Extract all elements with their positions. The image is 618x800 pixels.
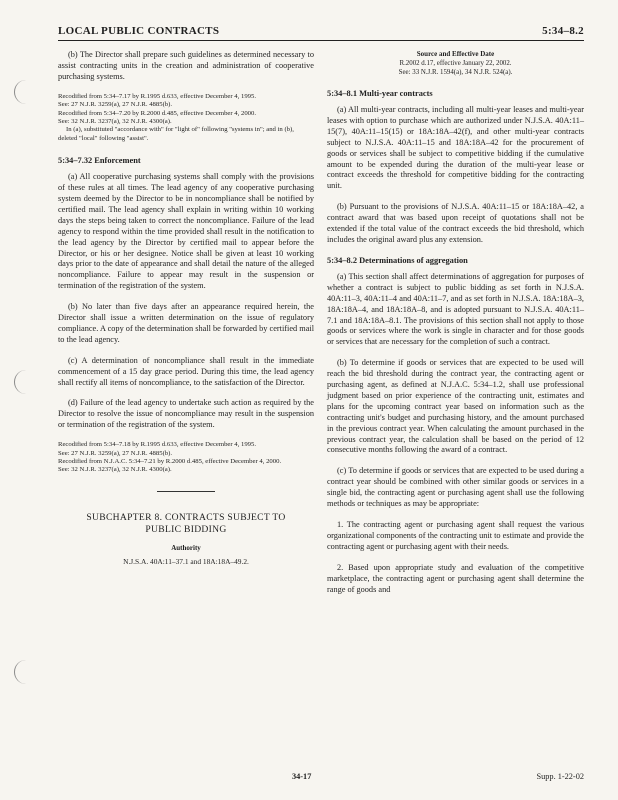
list-item: 2. Based upon appropriate study and evaluation of the competitive marketplace, the contracting agent or purchasing agent shall determine the range of goods and <box>327 562 584 594</box>
history-note: Recodified from 5:34–7.17 by R.1995 d.633, effective December 4, 1995. <box>58 92 257 100</box>
source-line: See: 33 N.J.R. 1594(a), 34 N.J.R. 524(a). <box>398 68 513 76</box>
history-note: See: 32 N.J.R. 3237(a), 32 N.J.R. 4300(a). <box>58 117 172 125</box>
paragraph: (b) No later than five days after an appearance required herein, the Director shall issue a written determination on the issue of regulatory compliance. A copy of the determination shall be forwarded by certified mail to the lead agency. <box>58 302 314 344</box>
source-heading: Source and Effective Date <box>416 50 495 58</box>
amendment-note: In (a), substituted "accordance with" for "light of" following "systems in"; and in (b), deleted "local" following "assist". <box>58 126 294 142</box>
binding-hole-mark <box>14 370 27 394</box>
history-note: Recodified from 5:34–7.20 by R.2000 d.485, effective December 4, 2000. <box>58 109 257 117</box>
paragraph: (c) To determine if goods or services that are expected to be used during a contract year should be combined with other similar goods or services in a single bid, the contracting agent or purchasing agent shall use the following methods or techniques as may be appropriate: <box>327 466 584 509</box>
subchapter-title-line1: SUBCHAPTER 8. CONTRACTS SUBJECT TO <box>86 511 286 523</box>
paragraph: (b) The Director shall prepare such guidelines as determined necessary to assist contracting units in the creation and administration of cooperative purchasing systems. <box>58 50 314 81</box>
paragraph: (a) All multi-year contracts, including all multi-year leases and multi-year leases with option to purchase which are authorized under N.J.S.A. 40A:11–15(7), 40A:11–15(15) or 18A:18A–42(f), and other multi-year contracts subject to N.J.S.A. 40A:11–15 and 18A:18A–42 for the procurement of goods or services shall be subject to competitive bidding if the cumulative amount to be expended during the duration of the multi-year lease or contract exceeds the threshold for competitive bidding for the contracting unit. <box>327 105 584 191</box>
section-heading: 5:34–7.32 Enforcement <box>58 156 141 166</box>
supplement-date: Supp. 1-22-02 <box>536 772 584 781</box>
header-section-number: 5:34–8.2 <box>542 25 584 37</box>
paragraph: (b) To determine if goods or services that are expected to be used will reach the bid threshold during the contract year, the contracting agent or purchasing agent, as defined at N.J.A.C. 5:34–1.2, shall use professional judgment based on prior experience of the contracting unit, estimates and plans for the upcoming contract year based on information such as the contracting unit's budget and purchasing history, and the amount purchased in the previous contract year. When calculating the amount purchased in the previous contract year, the calculation shall be based on the period of 12 consecutive months following the award of a contract. <box>327 358 584 455</box>
binding-hole-mark <box>14 80 27 104</box>
paragraph: (a) This section shall affect determinations of aggregation for purposes of whether a contract is subject to public bidding as set forth in N.J.S.A. 40A:11–3, 40A:11–4 and 40A:11–7, and as set forth in N.J.S.A. 18A:18A–3, 18A:18A–4, and 18A:18A–8, and is adopted pursuant to N.J.S.A. 40A:11–7.1 and 18A:18A–8.1. The provisions of this section shall not apply to those goods or services where the work is single in character and for those goods or services that are necessary for the completion of such a contract. <box>327 271 584 347</box>
header-rule <box>58 40 584 41</box>
history-note: See: 27 N.J.R. 3259(a), 27 N.J.R. 4885(b). <box>58 449 173 457</box>
section-heading: 5:34–8.1 Multi-year contracts <box>327 89 433 98</box>
history-note: Recodified from 5:34–7.18 by R.1995 d.633, effective December 4, 1995. <box>58 441 257 449</box>
right-column <box>327 50 584 605</box>
section-heading: 5:34–8.2 Determinations of aggregation <box>327 255 468 265</box>
header-title: LOCAL PUBLIC CONTRACTS <box>58 25 220 37</box>
section-divider <box>157 491 215 492</box>
left-column <box>58 50 314 566</box>
paragraph: (a) All cooperative purchasing systems shall comply with the provisions of these rules at all times. The lead agency of any cooperative purchasing system deemed by the Director to be in noncompliance shall be notified by certified mail. The lead agency shall explain in writing within 10 working days the steps being taken to correct the noncompliance. Failure of the lead agency to respond within the time provided shall result in the notification to the lead agency by the Director by certified mail to appear before the Director, or his or her designee. Notice shall be given at least 10 working days prior to the date of appearance and shall detail the nature of the alleged noncompliance. Failure to appear may result in the suspension or termination of the registration of the system. <box>58 172 314 291</box>
subchapter-title <box>58 512 314 536</box>
authority-text: N.J.S.A. 40A:11–37.1 and 18A:18A–49.2. <box>123 556 249 566</box>
paragraph: (d) Failure of the lead agency to undertake such action as required by the Director to resolve the issue of noncompliance may result in the suspension or termination of the registration of the system. <box>58 398 314 430</box>
paragraph: (c) A determination of noncompliance shall result in the immediate commencement of a 15 day grace period. During this time, the lead agency shall rectify all items of noncompliance, to the satisfaction of the Director. <box>58 355 314 387</box>
list-item: 1. The contracting agent or purchasing agent shall request the various organizational components of the contracting unit to estimate and provide the contracting agent or purchasing agent with their needs. <box>327 520 584 551</box>
binding-hole-mark <box>14 660 27 684</box>
source-line: R.2002 d.17, effective January 22, 2002. <box>399 60 512 67</box>
history-notes <box>58 93 314 143</box>
paragraph: (b) Pursuant to the provisions of N.J.S.A. 40A:11–15 or 18A:18A–42, a contract award that was based upon receipt of quotations shall not be extended if the total value of the contract exceeds the bid threshold, which includes the original award plus any extension. <box>327 202 584 244</box>
page-number: 34-17 <box>292 772 312 781</box>
history-note: See: 32 N.J.R. 3237(a), 32 N.J.R. 4300(a). <box>58 466 172 474</box>
history-notes <box>58 441 314 475</box>
history-note: See: 27 N.J.R. 3259(a), 27 N.J.R. 4885(b). <box>58 101 173 109</box>
history-note: Recodified from N.J.A.C. 5:34–7.21 by R.2000 d.485, effective December 4, 2000. <box>58 458 282 465</box>
authority-heading: Authority <box>171 543 201 552</box>
subchapter-title-line2: PUBLIC BIDDING <box>145 523 227 535</box>
